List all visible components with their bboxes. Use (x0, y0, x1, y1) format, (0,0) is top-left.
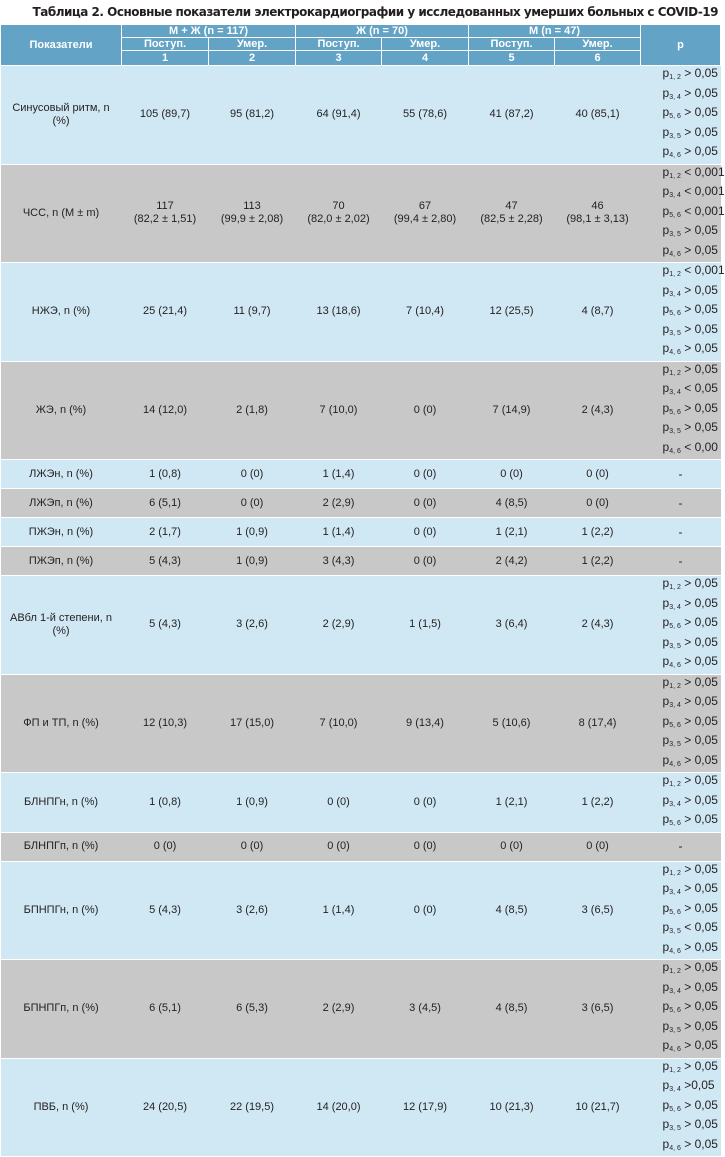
table-row (1, 518, 721, 547)
table-caption: Таблица 2. Основные показатели электрокардиографии у исследованных умерших больных с COVID-19 (32, 5, 718, 19)
value-cell: 2 (1,8) (209, 361, 296, 460)
value-cell: 0 (0) (382, 861, 469, 960)
p-value: $p_{1, 2} > 0,05$ (662, 1058, 718, 1074)
value-cell: 7 (10,0) (296, 674, 382, 773)
p-value: $p_{5, 6} > 0,05$ (662, 615, 718, 630)
p-value: $p_{5, 6} > 0,05$ (662, 1097, 718, 1113)
table-row (1, 576, 721, 675)
row-label: ФП и ТП, n (%) (1, 674, 122, 773)
p-value: $p_{3, 5} > 0,05$ (662, 124, 718, 140)
value-cell: 14 (20,0) (296, 1058, 382, 1157)
header-group-all: М + Ж (n = 117) (122, 25, 296, 38)
value-cell: 40 (85,1) (555, 66, 641, 165)
row-label: ЛЖЭн, n (%) (1, 460, 122, 489)
value-cell: 1 (2,1) (469, 518, 555, 547)
value-cell: 1 (2,2) (555, 547, 641, 576)
value-cell: 46 (98,1 ± 3,13) (555, 164, 641, 263)
value-cell: 10 (21,3) (469, 1058, 555, 1157)
value-cell: 0 (0) (296, 832, 382, 861)
p-value: $p_{3, 5} > 0,05$ (662, 634, 718, 650)
value-cell: 24 (20,5) (122, 1058, 209, 1157)
value-cell: 1 (0,9) (209, 773, 296, 833)
p-value: $p_{4, 6} > 0,05$ (662, 1038, 718, 1053)
p-value: $p_{4, 6} < 0,00$ (662, 439, 718, 455)
value-cell: 0 (0) (382, 518, 469, 547)
p-value: $p_{4, 6} > 0,05$ (662, 1136, 718, 1152)
value-cell: 1 (1,4) (296, 518, 382, 547)
row-label: ПЖЭн, n (%) (1, 518, 122, 547)
p-value-cell (641, 263, 725, 362)
value-cell: 6 (5,3) (209, 960, 296, 1059)
value-cell: 2 (2,9) (296, 576, 382, 675)
p-value: $p_{5, 6} > 0,05$ (662, 105, 718, 120)
header-group-female: Ж (n = 70) (296, 25, 469, 38)
row-label: БЛНПГп, n (%) (1, 832, 122, 861)
row-label: БПНПГп, n (%) (1, 960, 122, 1059)
p-value: $p_{3, 5} < 0,05$ (662, 920, 718, 935)
value-cell: 113 (99,9 ± 2,08) (209, 164, 296, 263)
value-cell: 0 (0) (209, 460, 296, 489)
value-cell: 10 (21,7) (555, 1058, 641, 1157)
p-value: $p_{3, 4} > 0,05$ (662, 595, 718, 611)
value-cell: 67 (99,4 ± 2,80) (382, 164, 469, 263)
value-cell: 7 (10,4) (382, 263, 469, 362)
value-cell: 12 (25,5) (469, 263, 555, 362)
value-cell: 0 (0) (382, 832, 469, 861)
value-cell: 0 (0) (296, 773, 382, 833)
p-value: $p_{4, 6} > 0,05$ (662, 144, 718, 159)
ecg-table (0, 24, 725, 1157)
table-row (1, 489, 721, 518)
row-label: АВбл 1-й степени, n (%) (1, 576, 122, 675)
value-cell: 0 (0) (382, 773, 469, 833)
p-value: $p_{3, 5} > 0,05$ (662, 1018, 718, 1034)
p-value: $p_{3, 4} > 0,05$ (662, 85, 718, 101)
value-cell: 55 (78,6) (382, 66, 469, 165)
p-value: $p_{3, 4} < 0,05$ (662, 381, 718, 396)
value-cell: 2 (4,3) (555, 576, 641, 675)
value-cell: 1 (2,1) (469, 773, 555, 833)
p-value: $p_{5, 6} < 0,001$ (662, 203, 725, 219)
value-cell: 5 (4,3) (122, 861, 209, 960)
p-value: $p_{4, 6} > 0,05$ (662, 242, 718, 258)
p-value: $p_{5, 6} > 0,05$ (662, 812, 718, 827)
header-sub: Умер. (382, 38, 469, 51)
table-row (1, 263, 721, 362)
table-row (1, 361, 721, 460)
value-cell: 17 (15,0) (209, 674, 296, 773)
p-value: $p_{1, 2} > 0,05$ (662, 361, 718, 377)
table-row (1, 66, 721, 165)
p-value: $p_{1, 2} < 0,001$ (662, 164, 725, 180)
p-value: $p_{3, 4} >0,05$ (662, 1078, 715, 1093)
header-indicator: Показатели (1, 25, 122, 66)
value-cell: 6 (5,1) (122, 489, 209, 518)
value-cell: 12 (17,9) (382, 1058, 469, 1157)
value-cell: 2 (4,2) (469, 547, 555, 576)
table-row (1, 674, 721, 773)
row-label: ЖЭ, n (%) (1, 361, 122, 460)
header-p: p (641, 25, 721, 66)
value-cell: 12 (10,3) (122, 674, 209, 773)
p-value: $p_{4, 6} > 0,05$ (662, 341, 718, 356)
p-value: $p_{5, 6} > 0,05$ (662, 900, 718, 916)
p-value-cell (641, 773, 721, 833)
p-value-cell (641, 960, 721, 1059)
header-group-male: М (n = 47) (469, 25, 641, 38)
value-cell: 1 (2,2) (555, 773, 641, 833)
p-value: $p_{5, 6} > 0,05$ (662, 302, 718, 317)
header-num: 4 (382, 51, 469, 66)
header-num: 2 (209, 51, 296, 66)
p-value-cell (641, 1058, 721, 1157)
value-cell: 1 (0,9) (209, 518, 296, 547)
table-row (1, 861, 721, 960)
row-label: ПЖЭп, n (%) (1, 547, 122, 576)
p-value-cell (641, 66, 721, 165)
p-value: $p_{1, 2} > 0,05$ (662, 66, 718, 81)
value-cell: 8 (17,4) (555, 674, 641, 773)
p-value-cell (641, 361, 721, 460)
value-cell: 3 (4,3) (296, 547, 382, 576)
value-cell: 41 (87,2) (469, 66, 555, 165)
header-num: 5 (469, 51, 555, 66)
p-value: $p_{1, 2} < 0,001$ (662, 263, 725, 278)
p-value: $p_{4, 6} > 0,05$ (662, 752, 718, 768)
value-cell: 5 (4,3) (122, 576, 209, 675)
value-cell: 3 (4,5) (382, 960, 469, 1059)
value-cell: 0 (0) (555, 832, 641, 861)
p-value: $p_{3, 4} > 0,05$ (662, 881, 718, 896)
header-num: 1 (122, 51, 209, 66)
row-label: ПВБ, n (%) (1, 1058, 122, 1157)
p-value: $p_{3, 4} > 0,05$ (662, 792, 718, 808)
value-cell: 3 (6,4) (469, 576, 555, 675)
p-value: $p_{4, 6} > 0,05$ (662, 654, 718, 669)
value-cell: 4 (8,7) (555, 263, 641, 362)
p-value-cell (641, 674, 721, 773)
value-cell: 25 (21,4) (122, 263, 209, 362)
table-row (1, 547, 721, 576)
p-value: $p_{3, 4} > 0,05$ (662, 694, 718, 709)
table-row (1, 832, 721, 861)
value-cell: 0 (0) (209, 832, 296, 861)
p-value-cell (641, 861, 721, 960)
p-value: $p_{3, 5} > 0,05$ (662, 223, 718, 238)
table-header (1, 25, 721, 66)
p-value: $p_{3, 5} > 0,05$ (662, 1117, 718, 1132)
value-cell: 13 (18,6) (296, 263, 382, 362)
row-label: БЛНПГн, n (%) (1, 773, 122, 833)
p-value: $p_{3, 5} > 0,05$ (662, 420, 718, 435)
value-cell: 0 (0) (382, 361, 469, 460)
value-cell: 1 (2,2) (555, 518, 641, 547)
row-label: ЧСС, n (M ± m) (1, 164, 122, 263)
header-sub: Поступ. (469, 38, 555, 51)
p-value: $p_{3, 4} > 0,05$ (662, 282, 718, 298)
value-cell: 5 (10,6) (469, 674, 555, 773)
value-cell: 70 (82,0 ± 2,02) (296, 164, 382, 263)
table-row (1, 1058, 721, 1157)
value-cell: 1 (1,4) (296, 861, 382, 960)
row-label: Синусовый ритм, n (%) (1, 66, 122, 165)
header-num: 6 (555, 51, 641, 66)
value-cell: 11 (9,7) (209, 263, 296, 362)
value-cell: 4 (8,5) (469, 489, 555, 518)
p-value: $p_{3, 5} > 0,05$ (662, 733, 718, 748)
value-cell: 0 (0) (382, 460, 469, 489)
value-cell: 2 (1,7) (122, 518, 209, 547)
p-value-cell: - (641, 460, 721, 489)
p-value: $p_{1, 2} > 0,05$ (662, 576, 718, 591)
value-cell: 1 (1,4) (296, 460, 382, 489)
value-cell: 117 (82,2 ± 1,51) (122, 164, 209, 263)
p-value-cell (641, 164, 725, 263)
p-value-cell: - (641, 489, 721, 518)
table-row (1, 773, 721, 833)
p-value: $p_{5, 6} > 0,05$ (662, 400, 718, 416)
value-cell: 2 (2,9) (296, 489, 382, 518)
p-value: $p_{1, 2} > 0,05$ (662, 960, 718, 975)
value-cell: 22 (19,5) (209, 1058, 296, 1157)
value-cell: 0 (0) (469, 832, 555, 861)
value-cell: 0 (0) (469, 460, 555, 489)
header-sub: Поступ. (122, 38, 209, 51)
value-cell: 95 (81,2) (209, 66, 296, 165)
value-cell: 4 (8,5) (469, 861, 555, 960)
p-value: $p_{3, 4} > 0,05$ (662, 979, 718, 995)
value-cell: 3 (2,6) (209, 861, 296, 960)
value-cell: 7 (14,9) (469, 361, 555, 460)
p-value-cell: - (641, 518, 721, 547)
row-label: БПНПГн, n (%) (1, 861, 122, 960)
p-value: $p_{5, 6} > 0,05$ (662, 999, 718, 1014)
value-cell: 1 (0,8) (122, 460, 209, 489)
value-cell: 0 (0) (382, 489, 469, 518)
p-value: $p_{1, 2} > 0,05$ (662, 674, 718, 690)
value-cell: 64 (91,4) (296, 66, 382, 165)
value-cell: 14 (12,0) (122, 361, 209, 460)
row-label: НЖЭ, n (%) (1, 263, 122, 362)
value-cell: 3 (6,5) (555, 960, 641, 1059)
value-cell: 0 (0) (209, 489, 296, 518)
value-cell: 105 (89,7) (122, 66, 209, 165)
p-value: $p_{5, 6} > 0,05$ (662, 713, 718, 729)
value-cell: 9 (13,4) (382, 674, 469, 773)
value-cell: 1 (1,5) (382, 576, 469, 675)
value-cell: 6 (5,1) (122, 960, 209, 1059)
p-value-cell: - (641, 547, 721, 576)
header-sub: Поступ. (296, 38, 382, 51)
value-cell: 47 (82,5 ± 2,28) (469, 164, 555, 263)
table-row (1, 164, 721, 263)
value-cell: 3 (6,5) (555, 861, 641, 960)
p-value: $p_{1, 2} > 0,05$ (662, 861, 718, 877)
value-cell: 0 (0) (382, 547, 469, 576)
value-cell: 4 (8,5) (469, 960, 555, 1059)
value-cell: 5 (4,3) (122, 547, 209, 576)
header-num: 3 (296, 51, 382, 66)
value-cell: 7 (10,0) (296, 361, 382, 460)
value-cell: 0 (0) (555, 489, 641, 518)
p-value: $p_{4, 6} > 0,05$ (662, 939, 718, 955)
p-value: $p_{1, 2} > 0,05$ (662, 773, 718, 788)
table-row (1, 960, 721, 1059)
value-cell: 0 (0) (122, 832, 209, 861)
value-cell: 1 (0,9) (209, 547, 296, 576)
p-value: $p_{3, 4} < 0,001$ (662, 184, 725, 199)
table-row (1, 460, 721, 489)
p-value-cell (641, 576, 721, 675)
value-cell: 2 (4,3) (555, 361, 641, 460)
table-body (1, 66, 725, 1157)
p-value: $p_{3, 5} > 0,05$ (662, 321, 718, 337)
value-cell: 0 (0) (555, 460, 641, 489)
value-cell: 3 (2,6) (209, 576, 296, 675)
header-sub: Умер. (555, 38, 641, 51)
value-cell: 2 (2,9) (296, 960, 382, 1059)
p-value-cell: - (641, 832, 721, 861)
row-label: ЛЖЭп, n (%) (1, 489, 122, 518)
value-cell: 1 (0,8) (122, 773, 209, 833)
header-sub: Умер. (209, 38, 296, 51)
